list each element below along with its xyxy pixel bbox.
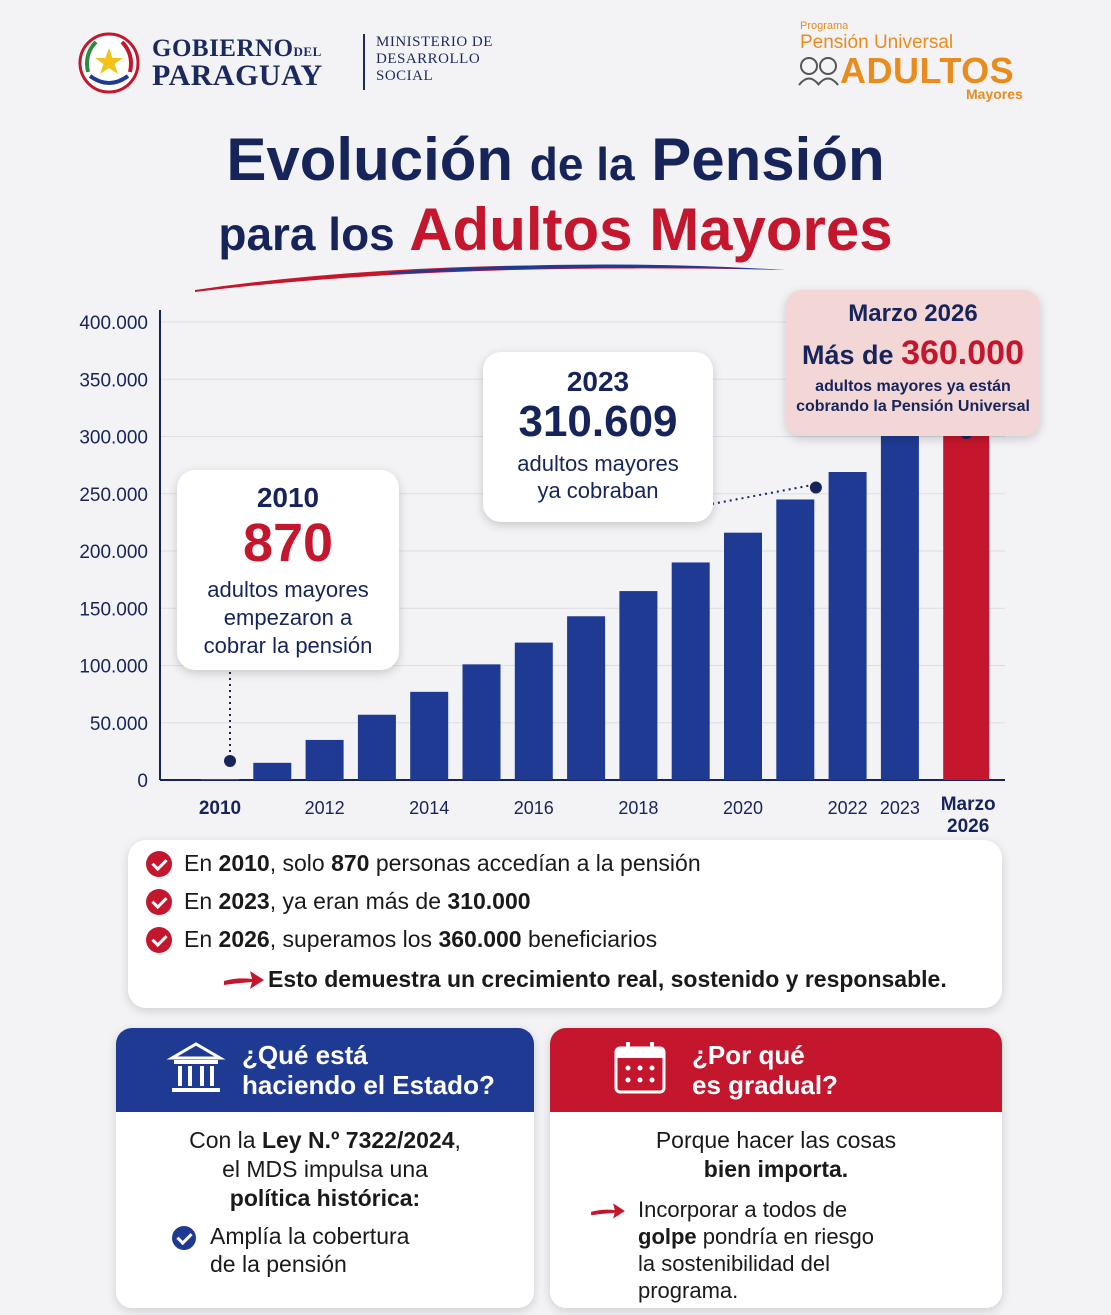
- callout-year: Marzo 2026: [848, 300, 978, 327]
- government-building-icon: [166, 1038, 226, 1098]
- y-tick-label: 250.000: [79, 484, 148, 506]
- page-title-line1: [0, 126, 1111, 193]
- bar: [410, 692, 448, 780]
- panel-text-part: el MDS impulsa una: [222, 1156, 428, 1182]
- callout-prefix: Más de: [802, 340, 894, 370]
- y-tick-label: 400.000: [79, 313, 148, 334]
- gov-line1: GOBIERNO: [152, 35, 294, 62]
- fact-text: En: [184, 850, 213, 876]
- x-tick-label: 2016: [513, 798, 554, 818]
- bar: [358, 715, 396, 780]
- panel-header: [550, 1028, 1002, 1112]
- elderly-couple-icon: [796, 54, 842, 86]
- y-tick-label: 300.000: [79, 427, 148, 449]
- y-tick-label: 50.000: [89, 713, 148, 735]
- bar: [463, 664, 501, 780]
- x-tick-label: 2026: [947, 816, 990, 837]
- bar: [881, 424, 919, 780]
- panel-item-line: de la pensión: [210, 1251, 347, 1277]
- panel-text-part: Con la: [189, 1127, 256, 1153]
- ministry-name: [376, 34, 493, 85]
- check-circle-icon: [172, 1226, 196, 1250]
- arrow-right-icon: [588, 1200, 628, 1222]
- panel-text-part: Porque hacer las cosas: [655, 1127, 897, 1153]
- panel-title: ¿Qué está: [242, 1040, 368, 1070]
- callout-value: 360.000: [901, 334, 1024, 372]
- y-tick-label: 200.000: [79, 542, 148, 563]
- arrow-right-icon: [222, 967, 266, 993]
- ministry-line: SOCIAL: [376, 68, 434, 84]
- gobierno-logo: [78, 30, 518, 94]
- callout-text: adultos mayores: [207, 577, 369, 602]
- title-word: de la: [529, 138, 635, 190]
- title-word: para los: [218, 208, 395, 260]
- ministry-line: MINISTERIO DE: [376, 34, 493, 50]
- fact-number: 310.000: [447, 888, 531, 914]
- panel-item-line: programa.: [638, 1278, 739, 1303]
- x-tick-label: 2023: [879, 798, 920, 818]
- page-title-line2: [0, 196, 1111, 263]
- program-logo: [796, 18, 1036, 104]
- fact-text: personas accedían a la pensión: [375, 850, 701, 876]
- y-tick-label: 150.000: [79, 599, 148, 621]
- program-small: Programa: [800, 20, 849, 32]
- bar: [724, 533, 762, 780]
- fact-number: 870: [331, 850, 370, 876]
- panel-list-item: [210, 1222, 470, 1278]
- panel-title: haciendo el Estado?: [242, 1070, 495, 1100]
- x-tick-label: 2020: [722, 798, 764, 818]
- x-tick-label: 2014: [409, 798, 450, 818]
- callout-text: adultos mayores ya están: [815, 378, 1011, 395]
- check-circle-icon: [146, 851, 172, 877]
- panel-text: [550, 1126, 1002, 1184]
- x-tick-label: 2010: [198, 798, 242, 819]
- fact-item: [146, 888, 531, 915]
- bar: [829, 472, 867, 780]
- callout-text: cobrando la Pensión Universal: [796, 398, 1030, 415]
- program-big: ADULTOS: [840, 50, 1015, 91]
- gov-line2: PARAGUAY: [152, 59, 323, 92]
- callout-text: adultos mayores: [517, 451, 679, 476]
- panel-gradual: [550, 1028, 1002, 1308]
- callout-year: 2023: [566, 366, 630, 397]
- fact-year: 2010: [218, 850, 270, 876]
- callout-dot: [810, 481, 822, 493]
- panel-item-line: pondría en riesgo: [702, 1224, 875, 1249]
- bar: [306, 740, 344, 780]
- program-mid: Pensión Universal: [800, 32, 954, 53]
- fact-item: [146, 850, 701, 877]
- panel-item-line: Amplía la cobertura: [210, 1223, 410, 1249]
- check-circle-icon: [146, 927, 172, 953]
- fact-year: 2023: [218, 888, 270, 914]
- callout-2026: [786, 290, 1040, 436]
- bar: [253, 763, 291, 780]
- callout-value: 310.609: [518, 397, 678, 446]
- callout-2023: [483, 352, 713, 522]
- callout-value: 870: [242, 513, 334, 573]
- panel-text: Con la Ley N.º 7322/2024, el MDS impulsa una política histórica:: [116, 1126, 534, 1213]
- x-tick-label: Marzo: [940, 794, 996, 815]
- panel-list-item: [638, 1196, 938, 1304]
- callout-2010: [177, 470, 399, 670]
- bar: [567, 616, 605, 780]
- fact-text: En: [184, 926, 213, 952]
- callout-year: 2010: [256, 482, 320, 513]
- fact-text: , ya eran más de: [269, 888, 442, 914]
- x-tick-label: 2018: [618, 798, 659, 818]
- fact-text: En: [184, 888, 213, 914]
- panel-header: [116, 1028, 534, 1112]
- bar: [776, 499, 814, 780]
- panel-text-bold: bien importa.: [703, 1156, 849, 1182]
- fact-conclusion: Esto demuestra un crecimiento real, sostenido y responsable.: [268, 966, 947, 992]
- panel-title: es gradual?: [692, 1070, 838, 1100]
- law-reference: Ley N.º 7322/2024: [261, 1127, 455, 1153]
- paraguay-seal-icon: [78, 32, 140, 94]
- bar: [515, 643, 553, 780]
- title-word: Pensión: [651, 126, 885, 193]
- bar: [201, 779, 239, 780]
- callout-text: cobrar la pensión: [203, 633, 373, 658]
- ministry-line: DESARROLLO: [376, 51, 481, 67]
- bar: [672, 562, 710, 780]
- gov-del: DEL: [293, 44, 322, 59]
- panel-estado: [116, 1028, 534, 1308]
- check-circle-icon: [146, 889, 172, 915]
- x-tick-label: 2022: [827, 798, 868, 818]
- panel-item-line: Incorporar a todos de: [638, 1197, 848, 1222]
- logo-divider: [363, 34, 365, 90]
- fact-text: , superamos los: [269, 926, 433, 952]
- panel-item-line: la sostenibilidad del: [638, 1251, 831, 1276]
- x-tick-label: 2012: [304, 798, 345, 818]
- panel-item-bold: golpe: [638, 1224, 697, 1249]
- y-tick-label: 0: [137, 771, 148, 792]
- bar: [619, 591, 657, 780]
- y-tick-label: 350.000: [79, 370, 148, 392]
- calendar-icon: [610, 1038, 670, 1098]
- fact-text: beneficiarios: [527, 926, 658, 952]
- fact-year: 2026: [218, 926, 270, 952]
- title-word: Adultos Mayores: [409, 196, 893, 263]
- fact-text: , solo: [269, 850, 325, 876]
- y-tick-label: 100.000: [79, 656, 148, 678]
- callout-text: ya cobraban: [537, 478, 659, 503]
- panel-title: ¿Por qué: [692, 1040, 805, 1070]
- callout-dot: [224, 755, 236, 767]
- fact-item: [146, 926, 657, 953]
- title-word: Evolución: [226, 126, 514, 193]
- panel-text-bold: política histórica:: [229, 1185, 421, 1211]
- fact-number: 360.000: [438, 926, 522, 952]
- callout-text: empezaron a: [223, 605, 353, 630]
- program-sub: Mayores: [966, 86, 1023, 102]
